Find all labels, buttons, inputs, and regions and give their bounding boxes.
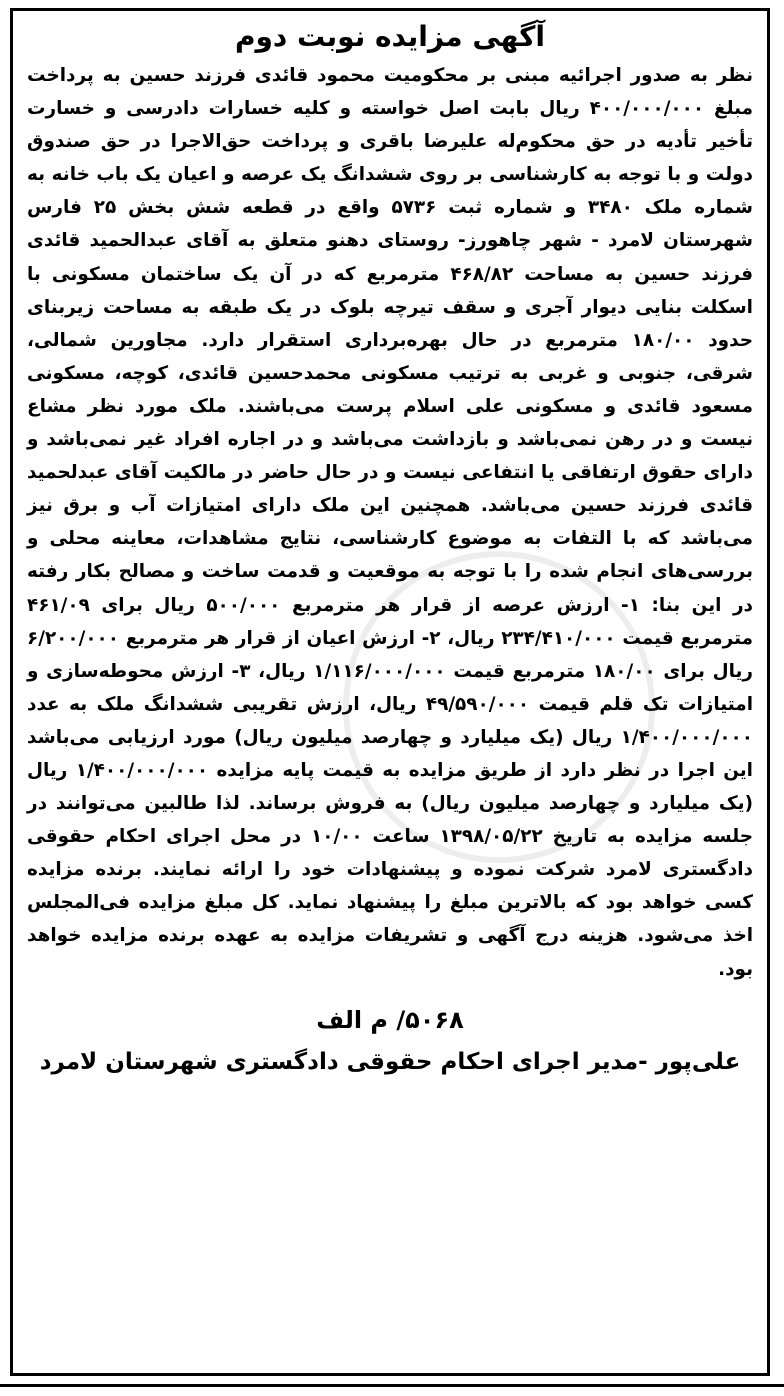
bottom-border	[0, 1384, 784, 1396]
auction-notice	[10, 8, 770, 1376]
notice-signature: علی‌پور -مدیر اجرای احکام حقوقی دادگستری شهرستان لامرد	[39, 1048, 741, 1075]
notice-reference-number: ۵۰۶۸/ م الف	[316, 1005, 464, 1034]
notice-body: نظر به صدور اجرائیه مبنی بر محکومیت محمود قائدی فرزند حسین به پرداخت مبلغ ۴۰۰/۰۰۰/۰۰۰ ریال بابت اصل خواسته و کلیه خسارات دادرسی و خسارت تأخیر تأدیه در حق محکوم‌له علیرضا باقری و پرداخت حق‌الاجرا در حق صندوق دولت و با توجه به کارشناسی بر روی ششدانگ یک عرصه و اعیان یک باب خانه به شماره ملک ۳۴۸۰ و شماره ثبت ۵۷۳۶ واقع در قطعه شش بخش ۲۵ فارس شهرستان لامرد - شهر چاهورز- روستای دهنو متعلق به آقای عبدالحمید قائدی فرزند حسین به مساحت ۴۶۸/۸۲ مترمربع که در آن یک ساختمان مسکونی با اسکلت بنایی دیوار آجری و سقف تیرچه بلوک در یک طبقه به مساحت زیربنای حدود ۱۸۰/۰۰ مترمربع در حال بهره‌برداری استقرار دارد. مجاورین شمالی، شرقی، جنوبی و غربی به ترتیب مسکونی محمدحسین قائدی، کوچه، مسکونی مسعود قائدی و مسکونی علی اسلام پرست می‌باشند. ملک مورد نظر مشاع نیست و در رهن نمی‌باشد و بازداشت می‌باشد و در اجاره افراد غیر نمی‌باشد و دارای حقوق ارتفاقی یا انتفاعی نیست و در حال حاضر در مالکیت آقای عبدلحمید قائدی فرزند حسین می‌باشد. همچنین این ملک دارای امتیازات آب و برق نیز می‌باشد که با التفات به موضوع کارشناسی، نتایج مشاهدات، معاینه محلی و بررسی‌های انجام شده را با توجه به موقعیت و قدمت ساخت و مصالح بکار رفته در این بنا: ۱- ارزش عرصه از قرار هر مترمربع ۵۰۰/۰۰۰ ریال برای ۴۶۱/۰۹ مترمربع قیمت ۲۳۴/۴۱۰/۰۰۰ ریال، ۲- ارزش اعیان از قرار هر مترمربع ۶/۲۰۰/۰۰۰ ریال برای ۱۸۰/۰۰ مترمربع قیمت ۱/۱۱۶/۰۰۰/۰۰۰ ریال، ۳- ارزش محوطه‌سازی و امتیازات تک قلم قیمت ۴۹/۵۹۰/۰۰۰ ریال، ارزش تقریبی ششدانگ ملک به عدد ۱/۴۰۰/۰۰۰/۰۰۰ ریال (یک میلیارد و چهارصد میلیون ریال) مورد ارزیابی می‌باشد این اجرا در نظر دارد از طریق مزایده به قیمت پایه مزایده ۱/۴۰۰/۰۰۰/۰۰۰ ریال (یک میلیارد و چهارصد میلیون ریال) به فروش برساند. لذا طالبین می‌توانند در جلسه مزایده به تاریخ ۱۳۹۸/۰۵/۲۲ ساعت ۱۰/۰۰ در محل اجرای احکام حقوقی دادگستری لامرد شرکت نموده و پیشنهادات خود را ارائه نمایند. برنده مزایده کسی خواهد بود که بالاترین مبلغ را پیشنهاد نماید. کل مبلغ مزایده فی‌المجلس اخذ می‌شود. هزینه درج آگهی و تشریفات مزایده به عهده برنده مزایده خواهد بود.	[27, 65, 754, 980]
notice-title: آگهی مزایده نوبت دوم	[234, 20, 546, 53]
